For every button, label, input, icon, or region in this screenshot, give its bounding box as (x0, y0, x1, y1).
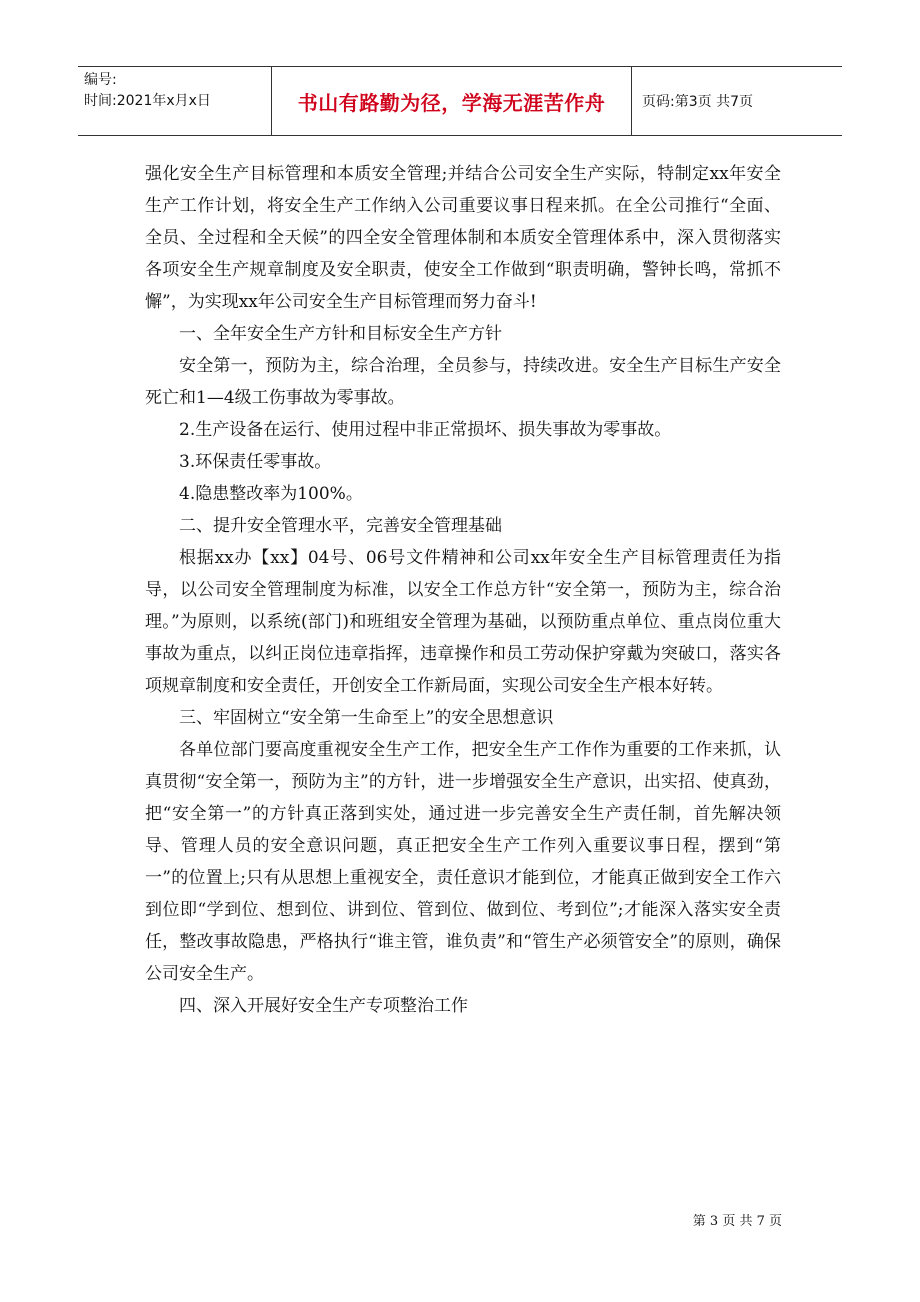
paragraph: 各单位部门要高度重视安全生产工作，把安全生产工作作为重要的工作来抓，认真贯彻“安全第一，预防为主”的方针，进一步增强安全生产意识，出实招、使真劲，把“安全第一”的方针真正落到实处，通过进一步完善安全生产责任制，首先解决领导、管理人员的安全意识问题，真正把安全生产工作列入重要议事日程，摆到“第一”的位置上;只有从思想上重视安全，责任意识才能到位，才能真正做到安全工作六到位即“学到位、想到位、讲到位、管到位、做到位、考到位”;才能深入落实安全责任，整改事故隐患，严格执行“谁主管，谁负责”和“管生产必须管安全”的原则，确保公司安全生产。 (145, 740, 781, 984)
paragraph: 2.生产设备在运行、使用过程中非正常损坏、损失事故为零事故。 (179, 420, 672, 440)
document-body (145, 158, 781, 1022)
header-meta (78, 67, 272, 135)
paragraph: 安全第一，预防为主，综合治理，全员参与，持续改进。安全生产目标生产安全死亡和1—4级工伤事故为零事故。 (145, 356, 781, 408)
paragraph: 四、深入开展好安全生产专项整治工作 (179, 996, 468, 1016)
paragraph: 4.隐患整改率为100%。 (179, 484, 363, 504)
serial-number-label: 编号: (84, 72, 117, 88)
paragraph: 一、全年安全生产方针和目标安全生产方针 (179, 324, 502, 344)
page-footer: 第 3 页 共 7 页 (692, 1214, 782, 1229)
paragraph: 根据xx办【xx】04号、06号文件精神和公司xx年安全生产目标管理责任为指导，以公司安全管理制度为标准，以安全工作总方针“安全第一，预防为主，综合治理。”为原则，以系统(部门)和班组安全管理为基础，以预防重点单位、重点岗位重大事故为重点，以纠正岗位违章指挥，违章操作和员工劳动保护穿戴为突破口，落实各项规章制度和安全责任，开创安全工作新局面，实现公司安全生产根本好转。 (145, 548, 781, 696)
header-motto: 书山有路勤为径，学海无涯苦作舟 (272, 67, 632, 135)
header-page-info: 页码:第3页 共7页 (642, 94, 753, 110)
paragraph: 三、牢固树立“安全第一生命至上”的安全思想意识 (179, 708, 554, 728)
paragraph: 强化安全生产目标管理和本质安全管理;并结合公司安全生产实际，特制定xx年安全生产工作计划，将安全生产工作纳入公司重要议事日程来抓。在全公司推行“全面、全员、全过程和全天候”的四全安全管理体制和本质安全管理体系中，深入贯彻落实各项安全生产规章制度及安全职责，使安全工作做到“职责明确，警钟长鸣，常抓不懈”，为实现xx年公司安全生产目标管理而努力奋斗! (145, 164, 781, 312)
page-header (78, 66, 842, 136)
date-label: 时间:2021年x月x日 (84, 93, 211, 109)
paragraph: 3.环保责任零事故。 (179, 452, 332, 472)
paragraph: 二、提升安全管理水平，完善安全管理基础 (179, 516, 502, 536)
